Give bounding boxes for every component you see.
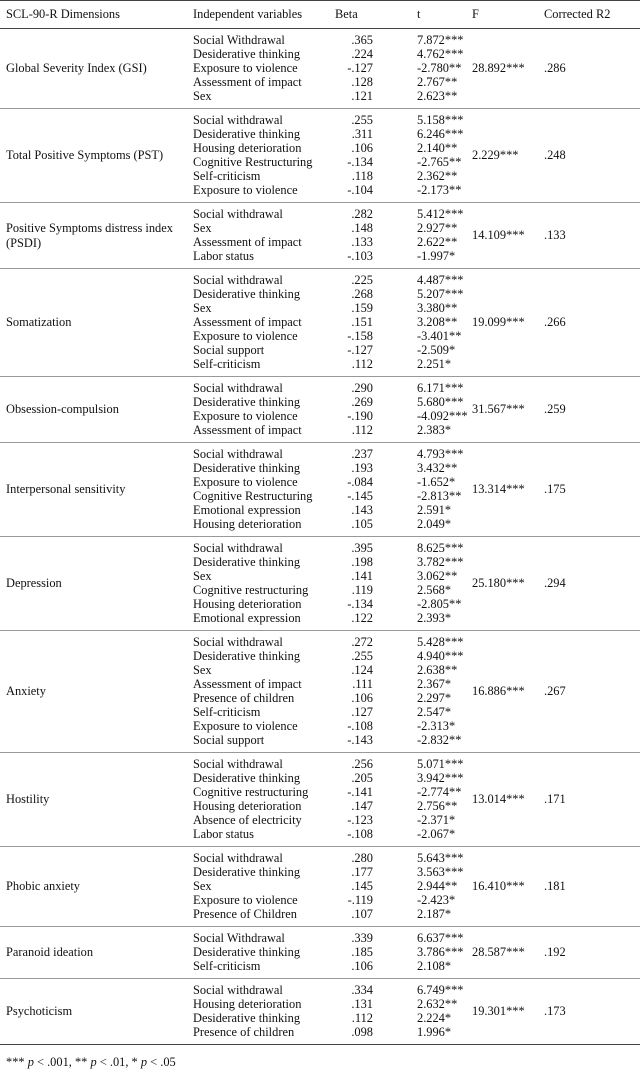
beta-value: .395: [351, 541, 373, 555]
t-value: -2.774**: [417, 785, 462, 799]
variable-name: Social withdrawal: [193, 851, 283, 865]
t-value: 2.591*: [417, 503, 452, 517]
variable-name: Social support: [193, 733, 265, 747]
beta-cell: [329, 269, 379, 377]
table-row: [0, 377, 640, 443]
t-value: -2.423*: [417, 893, 456, 907]
table-row: [0, 631, 640, 753]
t-value: 5.071***: [417, 757, 464, 771]
variable-name: Labor status: [193, 827, 254, 841]
beta-value: .141: [351, 569, 373, 583]
table-row: [0, 927, 640, 979]
variable-name: Desiderative thinking: [193, 1011, 301, 1025]
t-value: 5.158***: [417, 113, 464, 127]
beta-value: -.127: [347, 343, 373, 357]
t-cell: [379, 631, 466, 753]
variable-name: Desiderative thinking: [193, 649, 301, 663]
f-cell: 16.410***: [466, 847, 538, 927]
table-row: [0, 29, 640, 109]
note-p-3: p: [140, 1055, 148, 1069]
t-value: 2.623**: [417, 89, 458, 103]
variable-name: Desiderative thinking: [193, 771, 301, 785]
t-cell: [379, 443, 466, 537]
note-p-1: p: [27, 1055, 34, 1069]
r2-cell: .286: [538, 29, 640, 109]
beta-value: .112: [351, 423, 373, 437]
beta-value: -.143: [347, 733, 373, 747]
t-value: 2.049*: [417, 517, 452, 531]
variable-name: Social support: [193, 343, 265, 357]
t-cell: [379, 847, 466, 927]
t-value: 3.432**: [417, 461, 458, 475]
note-threshold-2: < .01,: [96, 1055, 132, 1069]
t-value: -3.401**: [417, 329, 462, 343]
beta-value: .272: [351, 635, 373, 649]
beta-value: .107: [351, 907, 373, 921]
t-value: 2.944**: [417, 879, 458, 893]
t-value: 8.625***: [417, 541, 464, 555]
variable-name: Labor status: [193, 249, 254, 263]
beta-value: .106: [351, 691, 373, 705]
significance-note: [0, 1045, 640, 1070]
variable-name: Assessment of impact: [193, 235, 302, 249]
variable-name: Social withdrawal: [193, 541, 283, 555]
beta-value: -.127: [347, 61, 373, 75]
t-value: 5.207***: [417, 287, 464, 301]
variable-name: Desiderative thinking: [193, 945, 301, 959]
beta-value: .334: [351, 983, 373, 997]
variable-name: Absence of electricity: [193, 813, 302, 827]
dimension-cell: Depression: [0, 537, 187, 631]
note-stars-2: **: [74, 1055, 88, 1069]
r2-cell: .133: [538, 203, 640, 269]
beta-value: .112: [351, 1011, 373, 1025]
beta-value: .148: [351, 221, 373, 235]
header-dimension: SCL-90-R Dimensions: [0, 1, 187, 29]
beta-value: .339: [351, 931, 373, 945]
r2-cell: .181: [538, 847, 640, 927]
f-cell: 2.229***: [466, 109, 538, 203]
beta-value: .106: [351, 959, 373, 973]
beta-value: .143: [351, 503, 373, 517]
beta-value: .225: [351, 273, 373, 287]
t-value: -2.509*: [417, 343, 456, 357]
t-value: 2.297*: [417, 691, 452, 705]
header-row: [0, 1, 640, 29]
note-threshold-3: < .05: [147, 1055, 176, 1069]
variable-name: Desiderative thinking: [193, 865, 301, 879]
table-row: [0, 109, 640, 203]
t-value: 3.208**: [417, 315, 458, 329]
header-r2: Corrected R2: [538, 1, 640, 29]
beta-value: .256: [351, 757, 373, 771]
beta-value: .193: [351, 461, 373, 475]
beta-value: .128: [351, 75, 373, 89]
beta-value: .145: [351, 879, 373, 893]
variable-name: Assessment of impact: [193, 423, 302, 437]
variables-cell: [187, 109, 329, 203]
beta-value: .105: [351, 517, 373, 531]
variable-name: Cognitive Restructuring: [193, 489, 313, 503]
beta-value: .147: [351, 799, 373, 813]
beta-value: .269: [351, 395, 373, 409]
variable-name: Presence of Children: [193, 907, 297, 921]
beta-value: -.119: [347, 893, 373, 907]
variable-name: Cognitive restructuring: [193, 583, 309, 597]
beta-value: .124: [351, 663, 373, 677]
beta-value: .121: [351, 89, 373, 103]
variable-name: Social withdrawal: [193, 447, 283, 461]
variable-name: Self-criticism: [193, 705, 261, 719]
header-variables: Independent variables: [187, 1, 329, 29]
dimension-cell: Phobic anxiety: [0, 847, 187, 927]
t-value: 2.632**: [417, 997, 458, 1011]
f-cell: 16.886***: [466, 631, 538, 753]
variable-name: Social withdrawal: [193, 381, 283, 395]
r2-cell: .294: [538, 537, 640, 631]
t-cell: [379, 537, 466, 631]
variable-name: Exposure to violence: [193, 329, 298, 343]
variable-name: Exposure to violence: [193, 719, 298, 733]
t-value: 5.680***: [417, 395, 464, 409]
variable-name: Social withdrawal: [193, 757, 283, 771]
note-stars-3: ***: [6, 1055, 25, 1069]
header-beta: Beta: [329, 1, 379, 29]
beta-value: .133: [351, 235, 373, 249]
variables-cell: [187, 377, 329, 443]
beta-value: .311: [351, 127, 373, 141]
variable-name: Assessment of impact: [193, 75, 302, 89]
t-value: -4.092***: [417, 409, 468, 423]
dimension-cell: Somatization: [0, 269, 187, 377]
t-value: 2.187*: [417, 907, 452, 921]
beta-value: .131: [351, 997, 373, 1011]
table-row: [0, 443, 640, 537]
beta-value: .112: [351, 357, 373, 371]
f-cell: 13.014***: [466, 753, 538, 847]
t-value: -2.313*: [417, 719, 456, 733]
dimension-cell: Anxiety: [0, 631, 187, 753]
t-cell: [379, 979, 466, 1045]
t-value: 4.762***: [417, 47, 464, 61]
beta-value: .280: [351, 851, 373, 865]
t-value: 6.171***: [417, 381, 464, 395]
t-value: 5.428***: [417, 635, 464, 649]
t-value: 6.637***: [417, 931, 464, 945]
variable-name: Sex: [193, 301, 212, 315]
variable-name: Self-criticism: [193, 169, 261, 183]
t-cell: [379, 377, 466, 443]
beta-cell: [329, 109, 379, 203]
r2-cell: .266: [538, 269, 640, 377]
f-cell: 19.099***: [466, 269, 538, 377]
variable-name: Cognitive restructuring: [193, 785, 309, 799]
dimension-cell: Positive Symptoms distress index (PSDI): [0, 203, 187, 269]
beta-value: -.103: [347, 249, 373, 263]
beta-value: .255: [351, 649, 373, 663]
t-value: -2.832**: [417, 733, 462, 747]
variables-cell: [187, 753, 329, 847]
dimension-cell: Global Severity Index (GSI): [0, 29, 187, 109]
beta-value: .255: [351, 113, 373, 127]
r2-cell: .175: [538, 443, 640, 537]
header-f: F: [466, 1, 538, 29]
t-value: 4.487***: [417, 273, 464, 287]
t-cell: [379, 109, 466, 203]
t-value: 4.940***: [417, 649, 464, 663]
dimension-cell: Psychoticism: [0, 979, 187, 1045]
t-value: -2.805**: [417, 597, 462, 611]
t-value: 3.062**: [417, 569, 458, 583]
t-value: -2.173**: [417, 183, 462, 197]
variable-name: Self-criticism: [193, 959, 261, 973]
dimension-cell: Interpersonal sensitivity: [0, 443, 187, 537]
beta-value: .151: [351, 315, 373, 329]
beta-value: .118: [351, 169, 373, 183]
beta-value: .282: [351, 207, 373, 221]
t-value: 3.782***: [417, 555, 464, 569]
beta-value: .290: [351, 381, 373, 395]
table-row: [0, 979, 640, 1045]
f-cell: 14.109***: [466, 203, 538, 269]
beta-cell: [329, 537, 379, 631]
variable-name: Exposure to violence: [193, 183, 298, 197]
t-cell: [379, 753, 466, 847]
variable-name: Social withdrawal: [193, 207, 283, 221]
beta-value: .268: [351, 287, 373, 301]
beta-cell: [329, 631, 379, 753]
variable-name: Sex: [193, 879, 212, 893]
t-value: 6.246***: [417, 127, 464, 141]
variable-name: Emotional expression: [193, 611, 301, 625]
r2-cell: .267: [538, 631, 640, 753]
beta-value: .198: [351, 555, 373, 569]
beta-value: .237: [351, 447, 373, 461]
t-value: 2.927**: [417, 221, 458, 235]
beta-value: .365: [351, 33, 373, 47]
beta-value: -.190: [347, 409, 373, 423]
beta-value: -.084: [347, 475, 373, 489]
note-stars-1: *: [131, 1055, 138, 1069]
f-cell: 28.587***: [466, 927, 538, 979]
t-value: 2.756**: [417, 799, 458, 813]
beta-cell: [329, 927, 379, 979]
variable-name: Cognitive Restructuring: [193, 155, 313, 169]
variable-name: Social withdrawal: [193, 983, 283, 997]
beta-value: -.134: [347, 155, 373, 169]
dimension-cell: Hostility: [0, 753, 187, 847]
beta-value: .127: [351, 705, 373, 719]
f-cell: 13.314***: [466, 443, 538, 537]
t-value: 2.767**: [417, 75, 458, 89]
variables-cell: [187, 537, 329, 631]
t-value: -2.371*: [417, 813, 456, 827]
beta-cell: [329, 753, 379, 847]
variable-name: Sex: [193, 221, 212, 235]
beta-cell: [329, 443, 379, 537]
table-row: [0, 203, 640, 269]
beta-value: .224: [351, 47, 373, 61]
t-value: 2.224*: [417, 1011, 452, 1025]
beta-value: -.134: [347, 597, 373, 611]
table-row: [0, 753, 640, 847]
variables-cell: [187, 203, 329, 269]
t-value: -2.765**: [417, 155, 462, 169]
note-threshold-1: < .001,: [33, 1055, 75, 1069]
t-value: -2.780**: [417, 61, 462, 75]
variable-name: Housing deterioration: [193, 597, 302, 611]
f-cell: 19.301***: [466, 979, 538, 1045]
beta-value: .159: [351, 301, 373, 315]
variable-name: Housing deterioration: [193, 799, 302, 813]
variable-name: Housing deterioration: [193, 517, 302, 531]
variable-name: Social Withdrawal: [193, 33, 285, 47]
beta-value: -.145: [347, 489, 373, 503]
r2-cell: .248: [538, 109, 640, 203]
variables-cell: [187, 927, 329, 979]
beta-value: .122: [351, 611, 373, 625]
beta-value: .205: [351, 771, 373, 785]
t-value: 2.362**: [417, 169, 458, 183]
beta-cell: [329, 979, 379, 1045]
variable-name: Desiderative thinking: [193, 47, 301, 61]
t-value: 3.563***: [417, 865, 464, 879]
beta-value: -.108: [347, 719, 373, 733]
beta-value: -.108: [347, 827, 373, 841]
t-value: 2.638**: [417, 663, 458, 677]
variables-cell: [187, 443, 329, 537]
t-value: -2.067*: [417, 827, 456, 841]
t-cell: [379, 269, 466, 377]
variables-cell: [187, 979, 329, 1045]
t-value: 3.942***: [417, 771, 464, 785]
beta-cell: [329, 29, 379, 109]
variable-name: Social withdrawal: [193, 113, 283, 127]
t-value: 2.568*: [417, 583, 452, 597]
f-cell: 28.892***: [466, 29, 538, 109]
t-value: 1.996*: [417, 1025, 452, 1039]
variable-name: Exposure to violence: [193, 475, 298, 489]
r2-cell: .259: [538, 377, 640, 443]
variable-name: Desiderative thinking: [193, 555, 301, 569]
t-cell: [379, 29, 466, 109]
t-value: 6.749***: [417, 983, 464, 997]
variable-name: Desiderative thinking: [193, 127, 301, 141]
dimension-cell: Total Positive Symptoms (PST): [0, 109, 187, 203]
beta-value: .119: [351, 583, 373, 597]
beta-value: .177: [351, 865, 373, 879]
variable-name: Housing deterioration: [193, 141, 302, 155]
t-value: 7.872***: [417, 33, 464, 47]
t-value: 2.383*: [417, 423, 452, 437]
variable-name: Assessment of impact: [193, 315, 302, 329]
variables-cell: [187, 269, 329, 377]
beta-cell: [329, 377, 379, 443]
beta-value: .098: [351, 1025, 373, 1039]
dimension-cell: Paranoid ideation: [0, 927, 187, 979]
table-row: [0, 847, 640, 927]
t-value: 5.412***: [417, 207, 464, 221]
variable-name: Self-criticism: [193, 357, 261, 371]
beta-value: .185: [351, 945, 373, 959]
variable-name: Desiderative thinking: [193, 395, 301, 409]
variable-name: Assessment of impact: [193, 677, 302, 691]
t-value: 3.786***: [417, 945, 464, 959]
beta-value: -.158: [347, 329, 373, 343]
r2-cell: .173: [538, 979, 640, 1045]
variable-name: Housing deterioration: [193, 997, 302, 1011]
t-value: 2.367*: [417, 677, 452, 691]
r2-cell: .192: [538, 927, 640, 979]
variable-name: Desiderative thinking: [193, 287, 301, 301]
note-p-2: p: [90, 1055, 97, 1069]
variable-name: Desiderative thinking: [193, 461, 301, 475]
t-value: 2.547*: [417, 705, 452, 719]
t-value: 2.251*: [417, 357, 452, 371]
variable-name: Exposure to violence: [193, 893, 298, 907]
t-value: -1.652*: [417, 475, 456, 489]
f-cell: 25.180***: [466, 537, 538, 631]
variables-cell: [187, 631, 329, 753]
variables-cell: [187, 847, 329, 927]
beta-cell: [329, 847, 379, 927]
r2-cell: .171: [538, 753, 640, 847]
t-value: -1.997*: [417, 249, 456, 263]
beta-value: .106: [351, 141, 373, 155]
variable-name: Social Withdrawal: [193, 931, 285, 945]
beta-value: .111: [352, 677, 373, 691]
table-body: [0, 29, 640, 1045]
t-cell: [379, 927, 466, 979]
variable-name: Presence of children: [193, 691, 295, 705]
f-cell: 31.567***: [466, 377, 538, 443]
variable-name: Social withdrawal: [193, 273, 283, 287]
t-value: 2.622**: [417, 235, 458, 249]
t-value: 2.140**: [417, 141, 458, 155]
beta-cell: [329, 203, 379, 269]
beta-value: -.141: [347, 785, 373, 799]
variable-name: Sex: [193, 569, 212, 583]
beta-value: -.123: [347, 813, 373, 827]
t-value: 2.108*: [417, 959, 452, 973]
dimension-cell: Obsession-compulsion: [0, 377, 187, 443]
variable-name: Emotional expression: [193, 503, 301, 517]
variable-name: Exposure to violence: [193, 409, 298, 423]
variable-name: Presence of children: [193, 1025, 295, 1039]
variable-name: Sex: [193, 89, 212, 103]
beta-value: -.104: [347, 183, 373, 197]
table-row: [0, 269, 640, 377]
t-value: 2.393*: [417, 611, 452, 625]
t-cell: [379, 203, 466, 269]
t-value: -2.813**: [417, 489, 462, 503]
t-value: 4.793***: [417, 447, 464, 461]
variable-name: Sex: [193, 663, 212, 677]
t-value: 3.380**: [417, 301, 458, 315]
variable-name: Exposure to violence: [193, 61, 298, 75]
t-value: 5.643***: [417, 851, 464, 865]
table-row: [0, 537, 640, 631]
header-t: t: [379, 1, 466, 29]
variables-cell: [187, 29, 329, 109]
variable-name: Social withdrawal: [193, 635, 283, 649]
